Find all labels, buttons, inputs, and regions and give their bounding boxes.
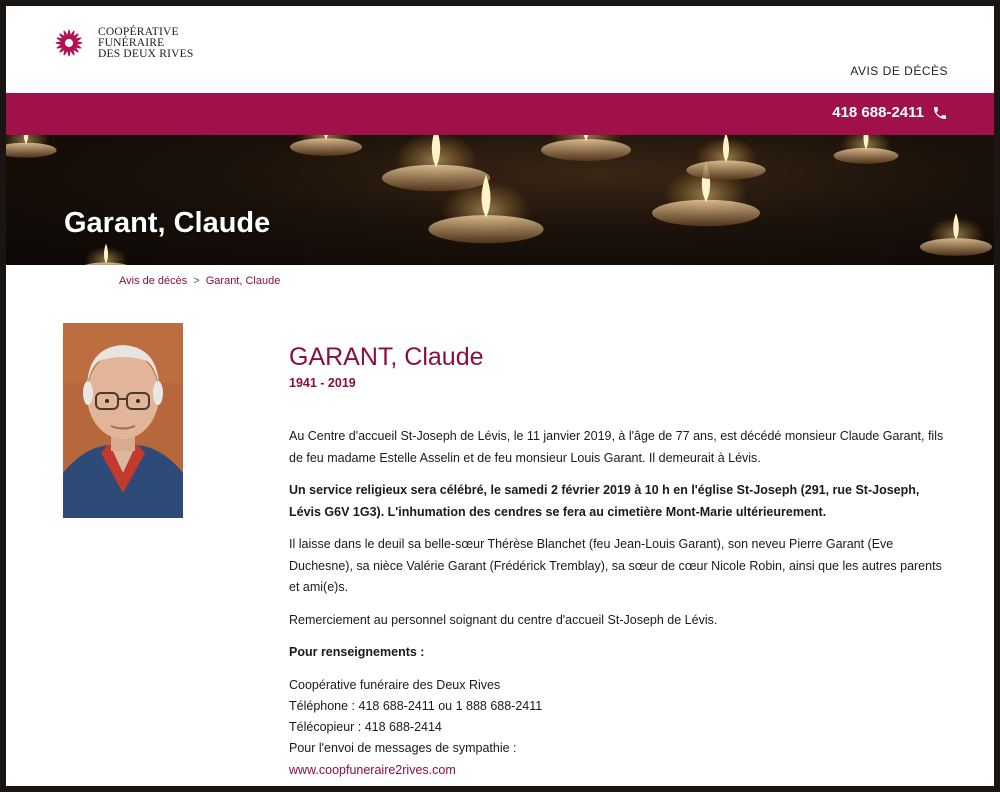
phone-icon [932,105,948,121]
nav-avis-de-deces[interactable]: AVIS DE DÉCÈS [850,64,948,78]
service-paragraph: Un service religieux sera célébré, le samedi 2 février 2019 à 10 h en l'église St-Joseph (291, rue St-Joseph, Lévis G6V 1G3). L'inhumation des cendres se fera au cimetière Mont-Marie ultérieurement. [289,483,920,519]
hero-title: Garant, Claude [64,207,271,239]
logo-text [98,27,193,60]
portrait-illustration [63,323,183,518]
logo[interactable] [46,20,193,66]
contact-fax: Télécopieur : 418 688-2414 [289,720,442,735]
page [6,6,994,786]
thanks-paragraph: Remerciement au personnel soignant du centre d'accueil St-Joseph de Lévis. [289,612,718,627]
family-paragraph: Il laisse dans le deuil sa belle-sœur Thérèse Blanchet (feu Jean-Louis Garant), son neveu Pierre Garant (Eve Duchesne), sa nièce Valérie Garant (Frédérick Tremblay), sa sœur de cœur Nicole Robin, ainsi que les autres parents et ami(e)s. [289,537,942,594]
breadcrumb-current[interactable]: Garant, Claude [205,275,281,287]
logo-line-1: COOPÉRATIVE [98,25,179,38]
obituary-content [289,341,949,781]
deceased-name: GARANT, Claude [289,343,484,371]
sunburst-logo-icon [46,20,92,66]
obituary-paragraph: Au Centre d'accueil St-Joseph de Lévis, le 11 janvier 2019, à l'âge de 77 ans, est décédé monsieur Claude Garant, fils de feu madame Estelle Asselin et de feu monsieur Louis Garant. Il demeurait à Lévis. [289,429,944,465]
breadcrumb-separator: > [193,275,200,287]
phone-bar [6,93,994,135]
phone-number: 418 688-2411 [832,104,924,121]
hero-banner [6,135,994,265]
phone-link[interactable] [832,104,948,121]
candles-background [6,135,994,265]
breadcrumb [119,275,280,287]
contact-phone: Téléphone : 418 688-2411 ou 1 888 688-2411 [289,698,543,713]
contact-sympathy: Pour l'envoi de messages de sympathie : [289,741,517,756]
logo-line-3: DES DEUX RIVES [98,47,194,60]
info-heading: Pour renseignements : [289,645,425,659]
portrait-photo [63,323,183,518]
breadcrumb-parent[interactable]: Avis de décès [119,275,188,287]
contact-organization: Coopérative funéraire des Deux Rives [289,677,501,692]
logo-line-2: FUNÉRAIRE [98,36,165,49]
contact-block [289,675,949,781]
website-link[interactable]: www.coopfuneraire2rives.com [289,762,456,777]
life-years: 1941 - 2019 [289,376,356,390]
